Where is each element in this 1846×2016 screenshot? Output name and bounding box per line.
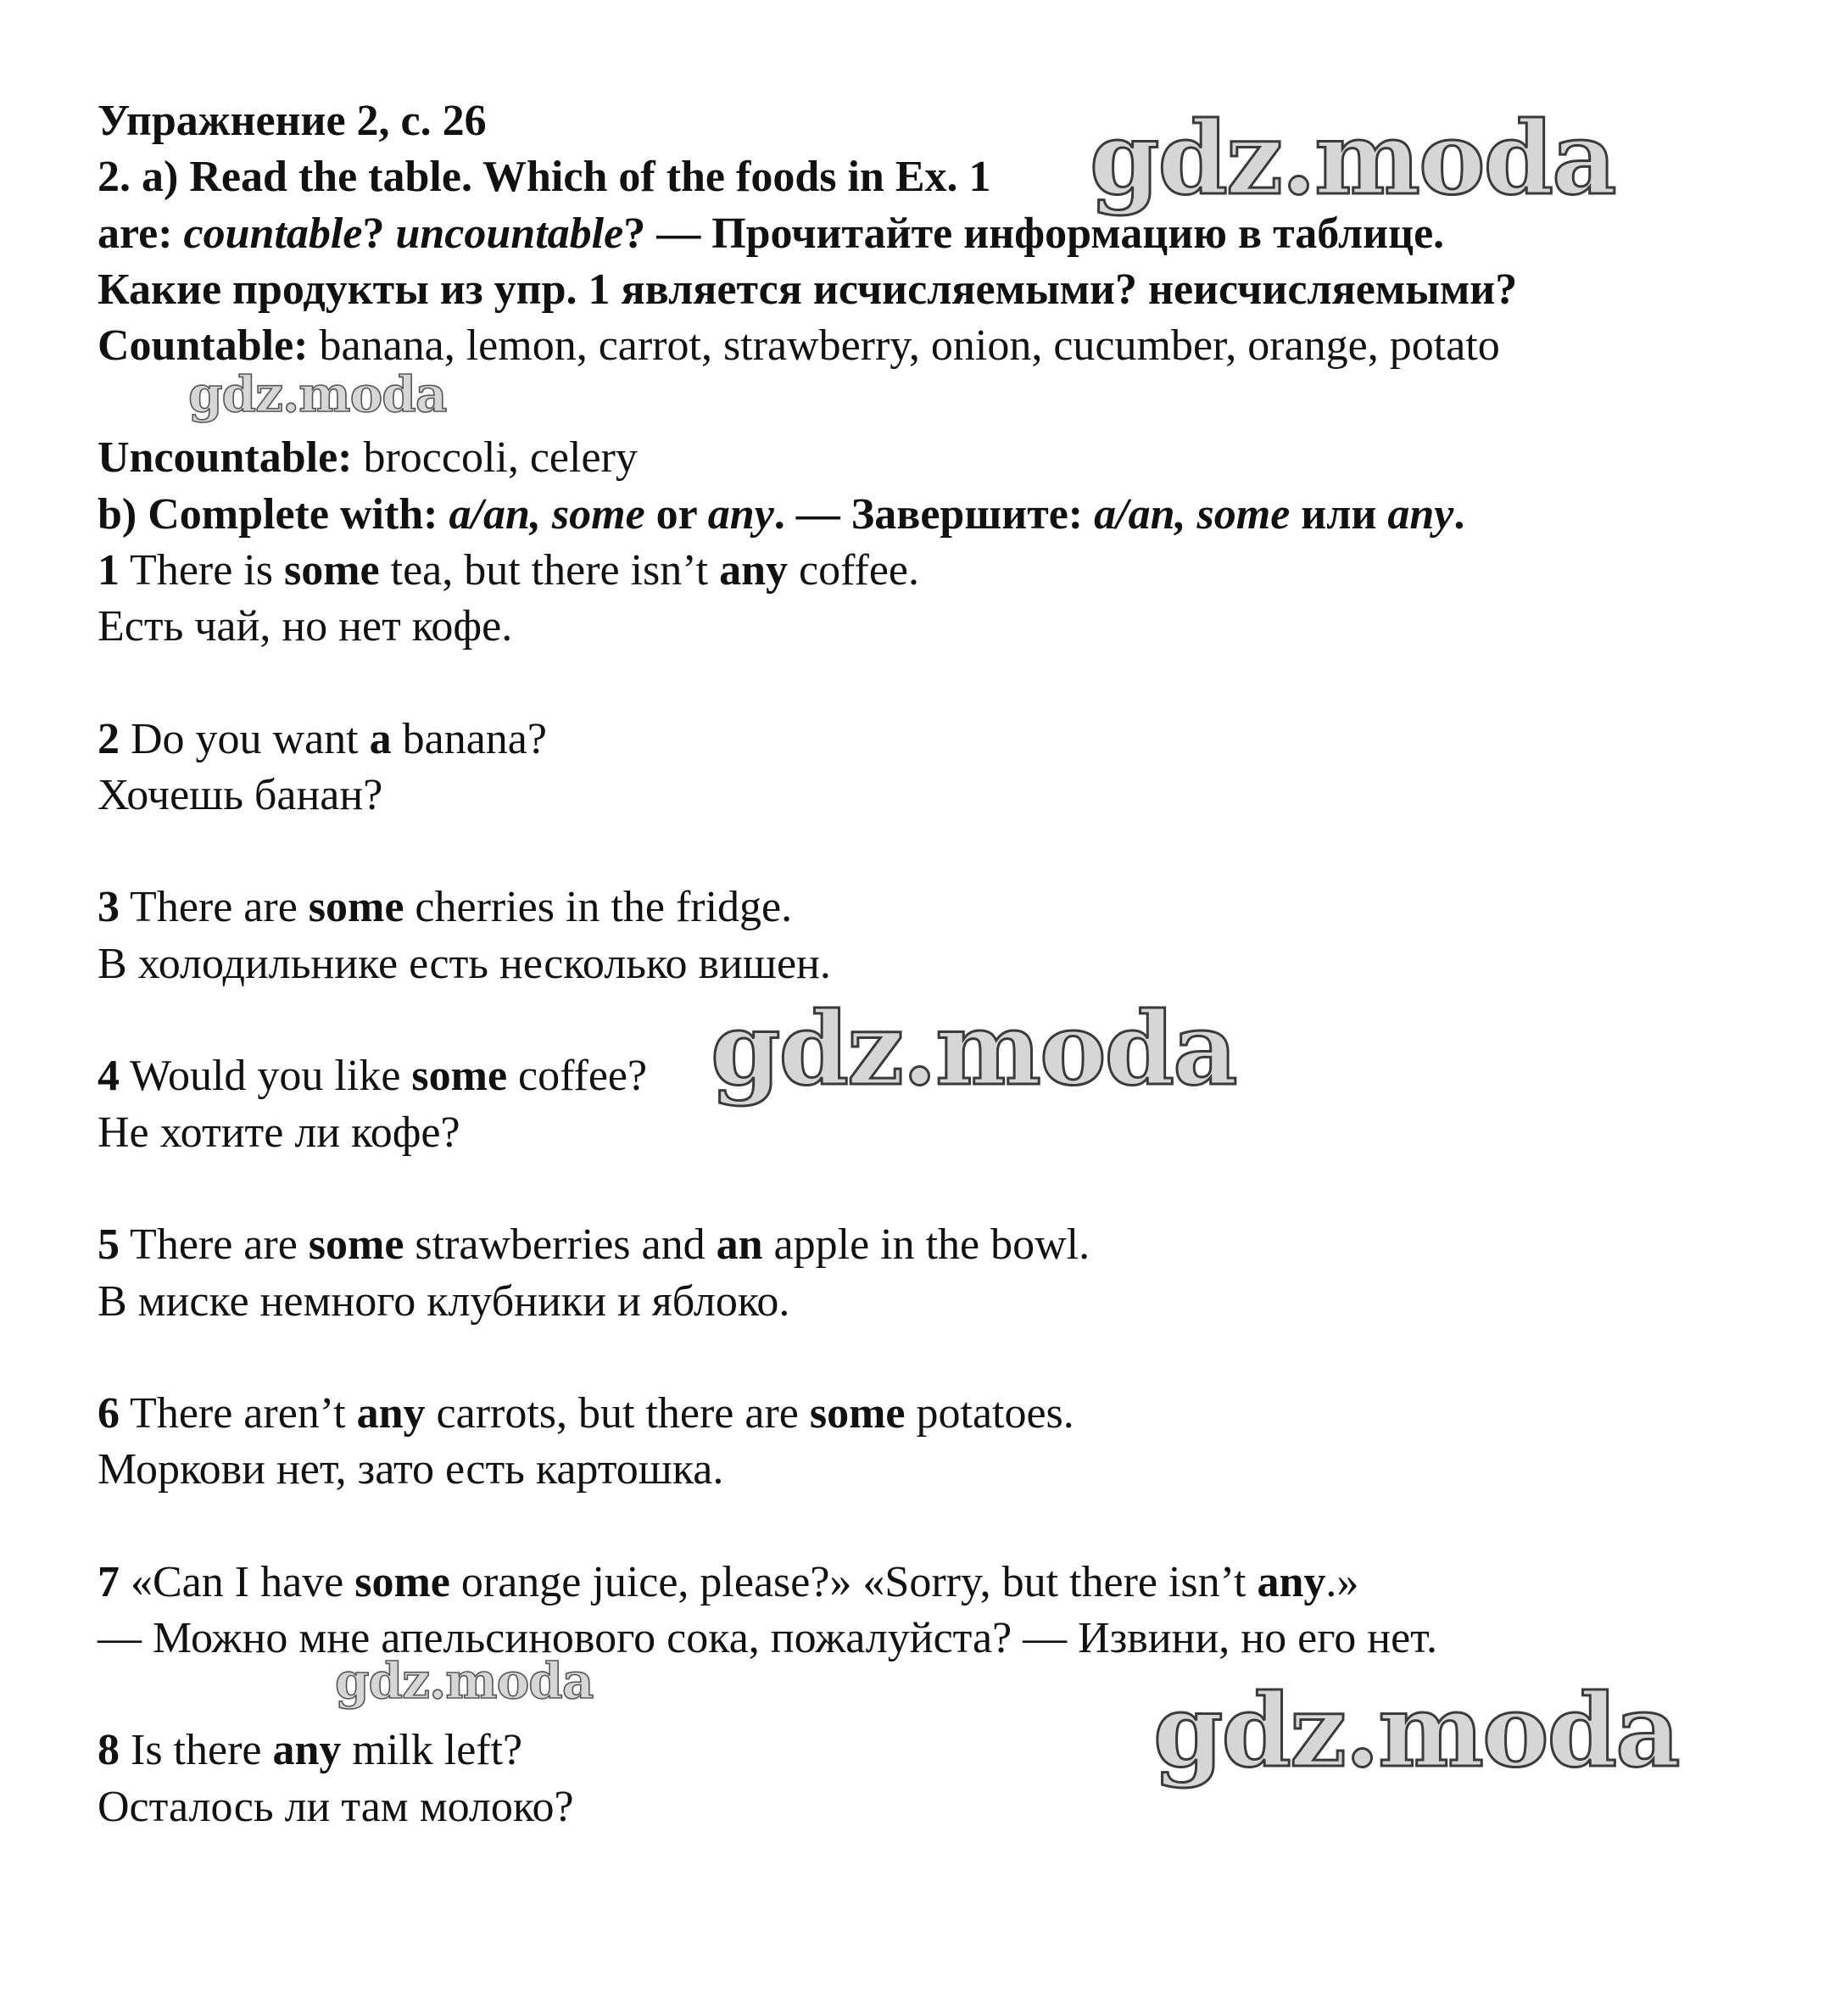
- watermark-logo: gdz.moda: [335, 1652, 594, 1710]
- uncountable-list: Uncountable: broccoli, celery: [98, 433, 638, 482]
- item-translation: Есть чай, но нет кофе.: [98, 602, 513, 651]
- item-sentence: 2 Do you want a banana?: [98, 715, 547, 763]
- countable-list: Countable: banana, lemon, carrot, strawberry, onion, cucumber, orange, potato: [98, 321, 1500, 370]
- watermark-logo: gdz.moda: [1153, 1672, 1679, 1790]
- task-a-line-3: Какие продукты из упр. 1 является исчисляемыми? неисчисляемыми?: [98, 265, 1518, 314]
- item-sentence: 4 Would you like some coffee?: [98, 1052, 648, 1100]
- task-a-line-2: are: countable? uncountable? — Прочитайте информацию в таблице.: [98, 209, 1445, 258]
- item-translation: Не хотите ли кофе?: [98, 1109, 460, 1157]
- watermark-logo: gdz.moda: [711, 990, 1236, 1108]
- item-sentence: 7 «Can I have some orange juice, please?» «Sorry, but there isn’t any.»: [98, 1558, 1359, 1606]
- item-sentence: 6 There aren’t any carrots, but there are some potatoes.: [98, 1389, 1074, 1438]
- watermark-logo: gdz.moda: [1090, 99, 1615, 217]
- item-translation: Хочешь банан?: [98, 771, 383, 819]
- item-translation: — Можно мне апельсинового сока, пожалуйста? — Извини, но его нет.: [98, 1614, 1437, 1662]
- task-a-line-1: 2. a) Read the table. Which of the foods in Ex. 1: [98, 153, 991, 201]
- item-translation: В холодильнике есть несколько вишен.: [98, 940, 831, 988]
- item-sentence: 8 Is there any milk left?: [98, 1726, 523, 1774]
- item-sentence: 1 There is some tea, but there isn’t any coffee.: [98, 546, 919, 595]
- exercise-title: Упражнение 2, с. 26: [98, 97, 487, 145]
- item-translation: Осталось ли там молоко?: [98, 1783, 574, 1831]
- item-sentence: 3 There are some cherries in the fridge.: [98, 883, 793, 931]
- watermark-logo: gdz.moda: [188, 366, 447, 423]
- item-sentence: 5 There are some strawberries and an apple in the bowl.: [98, 1220, 1090, 1269]
- item-translation: Моркови нет, зато есть картошка.: [98, 1445, 724, 1494]
- task-b-intro: b) Complete with: a/an, some or any. — Завершите: a/an, some или any.: [98, 490, 1465, 539]
- item-translation: В миске немного клубники и яблоко.: [98, 1277, 790, 1326]
